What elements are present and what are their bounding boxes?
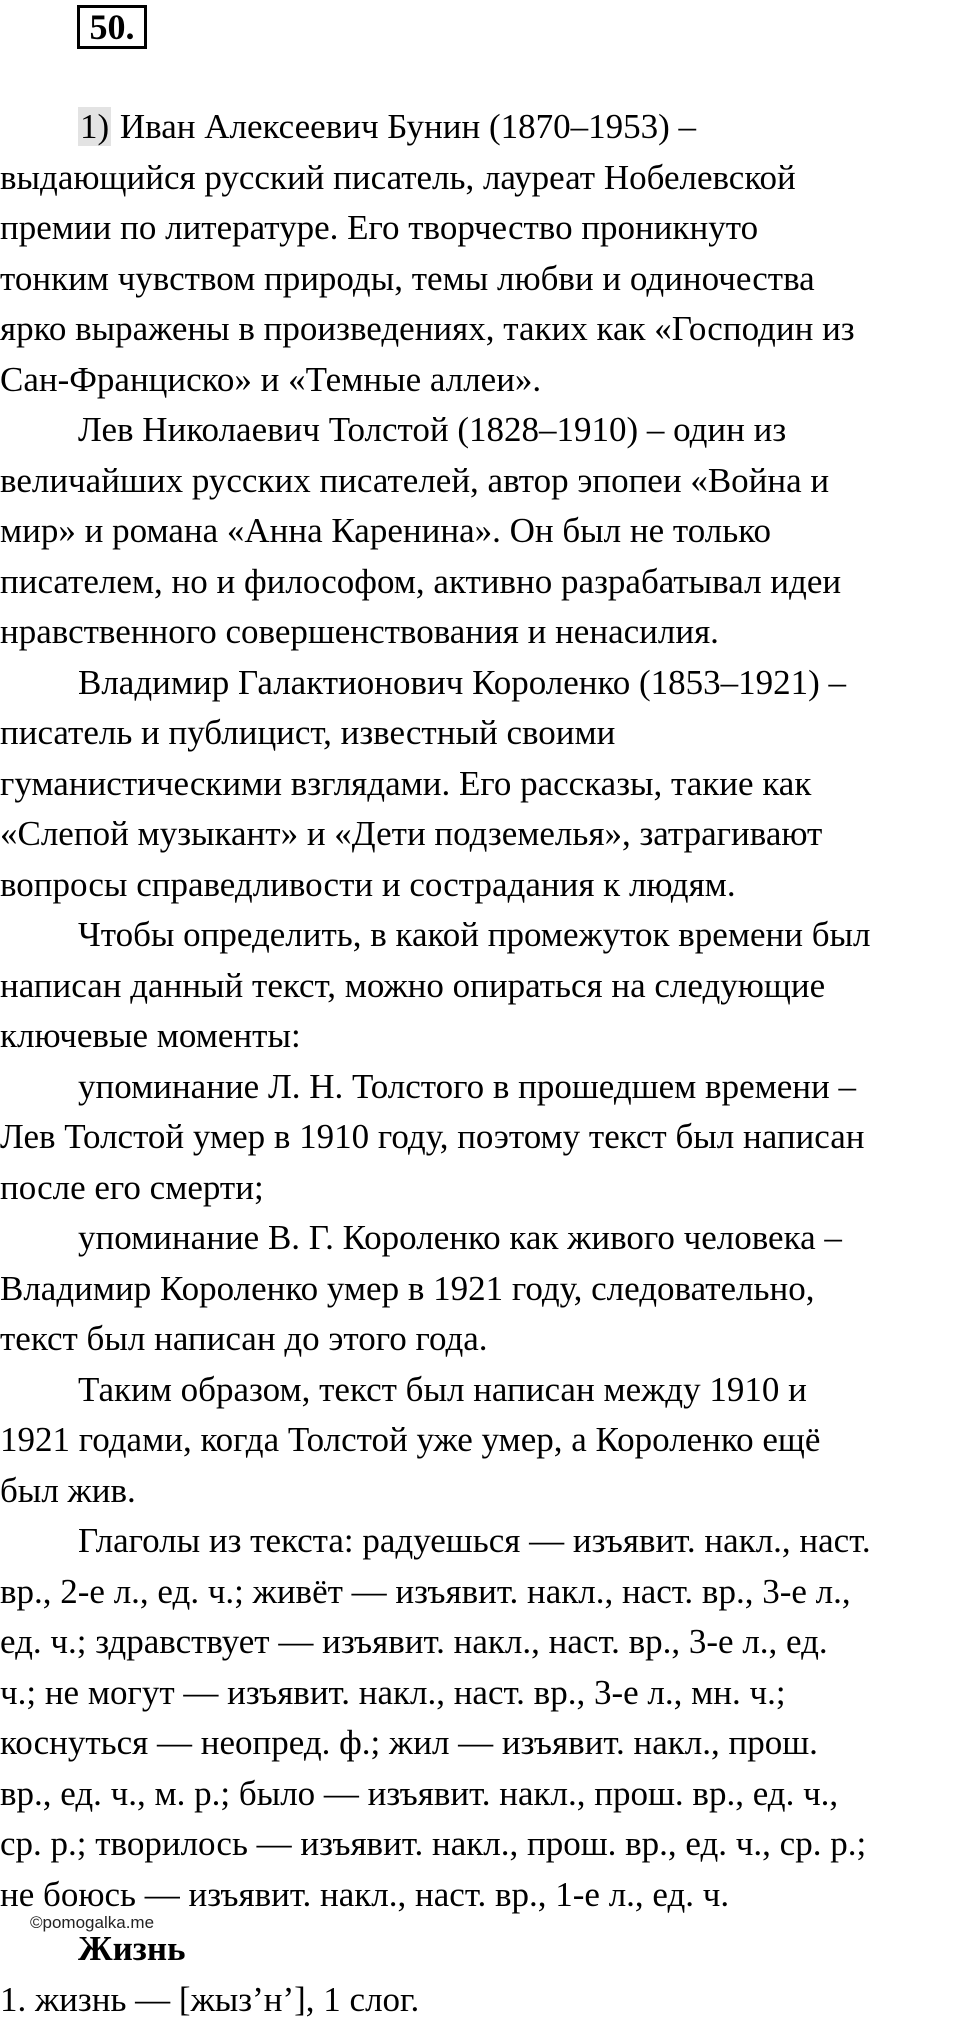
text-line: 1921 годами, когда Толстой уже умер, а Короленко ещё	[0, 1420, 821, 1459]
text-line: текст был написан до этого года.	[0, 1319, 488, 1358]
text-line: «Слепой музыкант» и «Дети подземелья», затрагивают	[0, 814, 823, 853]
paragraph-dating-intro	[0, 910, 960, 1062]
text-line: нравственного совершенствования и ненасилия.	[0, 612, 719, 651]
text-line: величайших русских писателей, автор эпопеи «Война и	[0, 460, 830, 500]
text-line: вопросы справедливости и сострадания к людям.	[0, 864, 736, 904]
text-line: ч.; не могут — изъявит. накл., наст. вр., 3-е л., мн. ч.;	[0, 1672, 786, 1712]
paragraph-conclusion	[0, 1365, 960, 1517]
text-line: Сан-Франциско» и «Темные аллеи».	[0, 359, 542, 399]
paragraph-tolstoy-mention	[0, 1062, 960, 1214]
paragraph-bunin	[0, 102, 960, 405]
section-title: Жизнь	[78, 1929, 186, 1968]
text-line: премии по литературе. Его творчество проникнуто	[0, 208, 759, 247]
text-line: вр., 2-е л., ед. ч.; живёт — изъявит. накл., наст. вр., 3-е л.,	[0, 1571, 851, 1611]
text-line: писатель и публицист, известный своими	[0, 713, 616, 752]
text-line: Иван Алексеевич Бунин (1870–1953) –	[119, 107, 697, 146]
phonetic-analysis-line: 1. жизнь — [жыз’н’], 1 слог.	[0, 1980, 420, 2019]
text-line: упоминание В. Г. Короленко как живого человека –	[78, 1218, 842, 1257]
text-line: Владимир Галактионович Короленко (1853–1921) –	[78, 662, 847, 702]
text-line: Чтобы определить, в какой промежуток времени был	[78, 915, 871, 954]
text-line: ключевые моменты:	[0, 1016, 301, 1055]
text-line: Таким образом, текст был написан между 1910 и	[78, 1369, 807, 1409]
paragraph-tolstoy	[0, 405, 960, 658]
watermark: ©pomogalka.me	[30, 1913, 155, 1932]
text-line: выдающийся русский писатель, лауреат Нобелевской	[0, 157, 796, 197]
text-line: Лев Толстой умер в 1910 году, поэтому текст был написан	[0, 1117, 865, 1156]
answer-text	[0, 102, 960, 1920]
paragraph-korolenko	[0, 658, 960, 911]
text-line: ср. р.; творилось — изъявит. накл., прош. вр., ед. ч., ср. р.;	[0, 1824, 867, 1863]
paragraph-korolenko-mention	[0, 1213, 960, 1365]
text-line: вр., ед. ч., м. р.; было — изъявит. накл., прош. вр., ед. ч.,	[0, 1773, 839, 1813]
text-line: ед. ч.; здравствует — изъявит. накл., наст. вр., 3-е л., ед.	[0, 1622, 828, 1661]
text-line: написан данный текст, можно опираться на следующие	[0, 965, 826, 1005]
task-number-box: 50.	[77, 5, 147, 49]
text-line: был жив.	[0, 1470, 136, 1510]
item-marker: 1)	[80, 107, 110, 146]
text-line: после его смерти;	[0, 1167, 264, 1207]
text-line: Владимир Короленко умер в 1921 году, следовательно,	[0, 1268, 815, 1308]
text-line: гуманистическими взглядами. Его рассказы, такие как	[0, 763, 812, 803]
text-line: тонким чувством природы, темы любви и одиночества	[0, 258, 815, 298]
text-line: ярко выражены в произведениях, таких как «Господин из	[0, 309, 855, 348]
paragraph-verbs	[0, 1516, 960, 1920]
text-line: мир» и романа «Анна Каренина». Он был не только	[0, 511, 771, 550]
text-line: Лев Николаевич Толстой (1828–1910) – один из	[78, 410, 787, 449]
text-line: не боюсь — изъявит. накл., наст. вр., 1-е л., ед. ч.	[0, 1874, 730, 1914]
text-line: коснуться — неопред. ф.; жил — изъявит. накл., прош.	[0, 1723, 818, 1762]
text-line: писателем, но и философом, активно разрабатывал идеи	[0, 561, 842, 601]
text-line: Глаголы из текста: радуешься — изъявит. накл., наст.	[78, 1521, 871, 1560]
text-line: упоминание Л. Н. Толстого в прошедшем времени –	[78, 1066, 856, 1106]
